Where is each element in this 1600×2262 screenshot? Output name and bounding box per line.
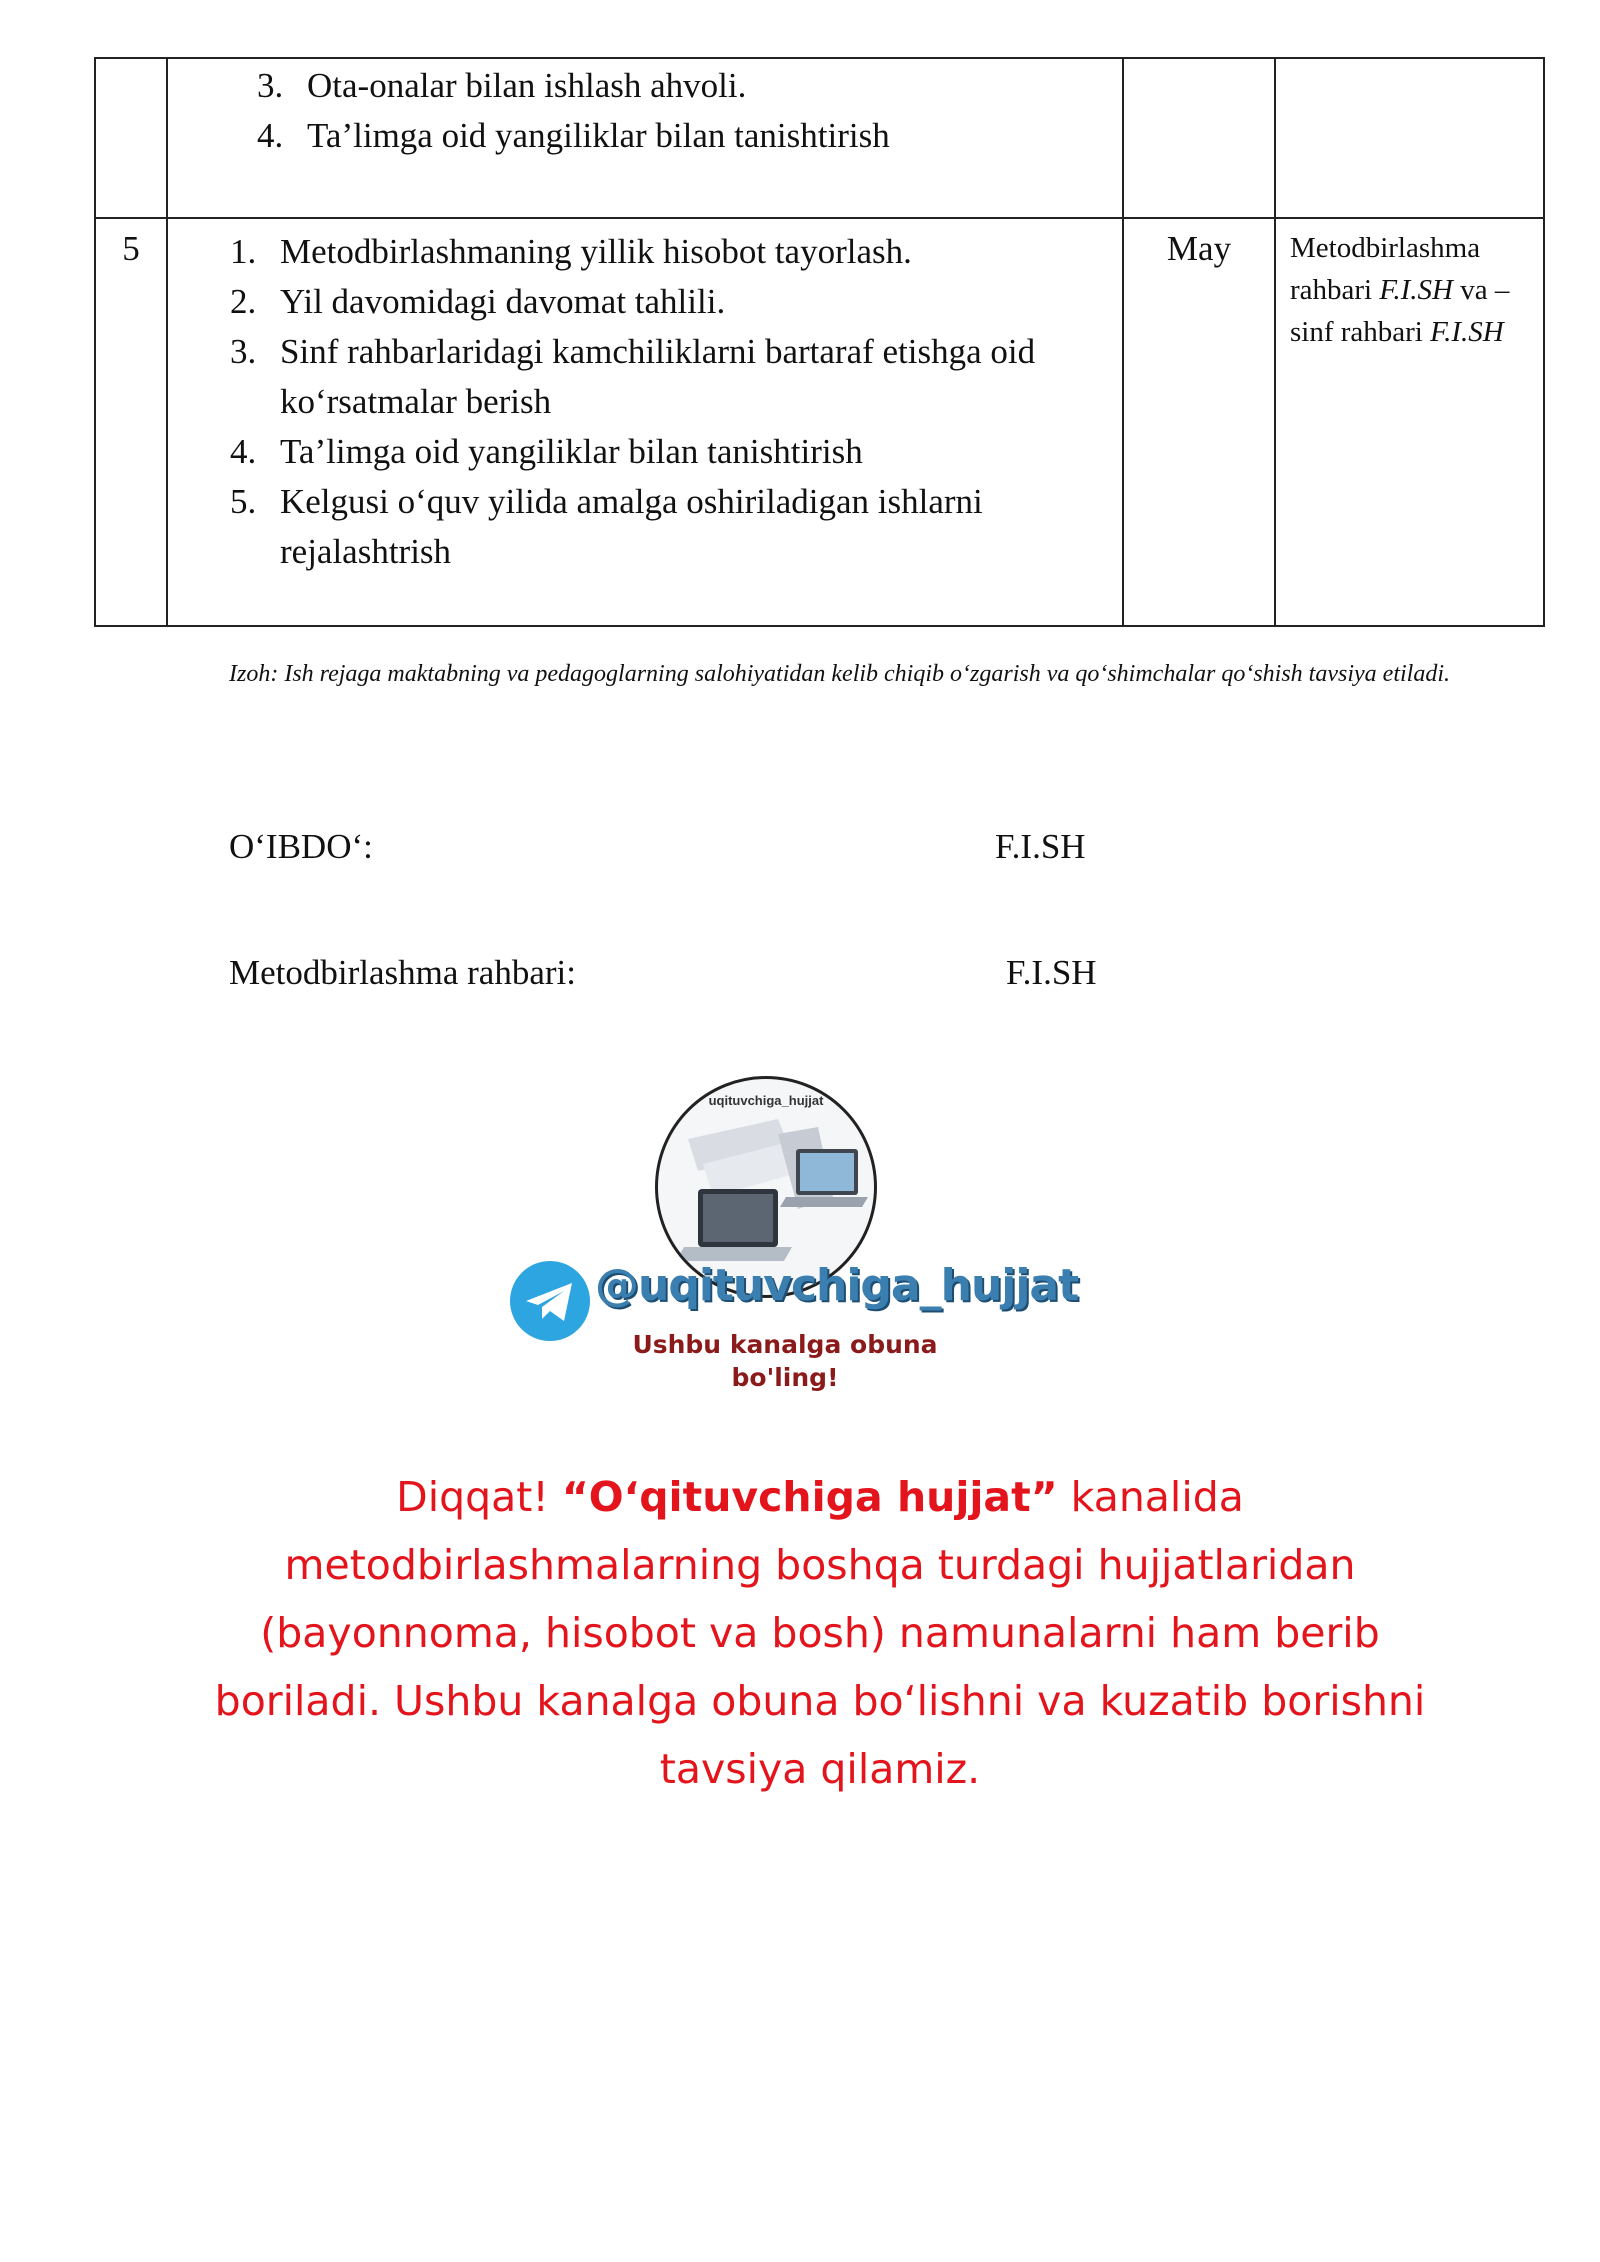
list-item bbox=[230, 227, 1092, 277]
item-number: 1. bbox=[230, 232, 257, 271]
tasks-cell bbox=[167, 58, 1123, 218]
row-number-cell: 5 bbox=[95, 218, 167, 626]
responsible-name: F.I.SH bbox=[1430, 316, 1504, 348]
notice-text bbox=[200, 1463, 1440, 1803]
plan-table bbox=[94, 57, 1545, 627]
month-cell: May bbox=[1123, 218, 1275, 626]
list-item bbox=[257, 111, 1122, 161]
table-row bbox=[95, 58, 1544, 218]
logo-subtitle-line: Ushbu kanalga obuna bbox=[632, 1330, 938, 1359]
item-text: Ta’limga oid yangiliklar bilan tanishtirish bbox=[307, 116, 890, 155]
item-number: 4. bbox=[230, 432, 257, 471]
channel-logo[interactable] bbox=[500, 1076, 1079, 1396]
logo-circle-text: uqituvchiga_hujjat bbox=[708, 1093, 824, 1108]
responsible-cell bbox=[1275, 58, 1544, 218]
notice-body: kanalida metodbirlashmalarning boshqa turdagi hujjatlaridan (bayonnoma, hisobot va bosh) namunalarni ham berib boriladi. Ushbu kanalga obuna bo‘lishni va kuzatib borishni tavsiya qilamiz. bbox=[214, 1473, 1426, 1793]
channel-name: “O‘qituvchiga hujjat” bbox=[561, 1473, 1058, 1521]
item-text: Metodbirlashmaning yillik hisobot tayorlash. bbox=[280, 232, 912, 271]
logo-subtitle bbox=[500, 1328, 1070, 1394]
row-number-cell bbox=[95, 58, 167, 218]
list-item bbox=[257, 61, 1122, 111]
item-number: 2. bbox=[230, 282, 257, 321]
list-item bbox=[230, 477, 1092, 577]
item-number: 3. bbox=[230, 332, 257, 371]
logo-subtitle-line: bo'ling! bbox=[731, 1363, 839, 1392]
notice-lead: Diqqat! bbox=[396, 1473, 562, 1521]
task-list bbox=[168, 59, 1122, 161]
item-text: Yil davomidagi davomat tahlili. bbox=[280, 282, 726, 321]
item-text: Ta’limga oid yangiliklar bilan tanishtirish bbox=[280, 432, 863, 471]
item-number: 5. bbox=[230, 482, 257, 521]
note-text: Izoh: Ish rejaga maktabning va pedagoglarning salohiyatidan kelib chiqib o‘zgarish va qo‘shimchalar qo‘shish tavsiya etiladi. bbox=[229, 661, 1450, 687]
responsible-text: va –sinf rahbari bbox=[1290, 274, 1510, 348]
task-list bbox=[168, 219, 1122, 577]
item-text: Kelgusi o‘quv yilida amalga oshiriladigan ishlarni rejalashtrish bbox=[280, 482, 983, 571]
item-text: Ota-onalar bilan ishlash ahvoli. bbox=[307, 66, 747, 105]
channel-handle: @uqituvchiga_hujjat bbox=[595, 1260, 1079, 1311]
item-number: 3. bbox=[257, 66, 284, 105]
month-cell bbox=[1123, 58, 1275, 218]
table-row bbox=[95, 218, 1544, 626]
list-item bbox=[230, 427, 1092, 477]
responsible-name: F.I.SH bbox=[1379, 274, 1453, 306]
signature-role: Metodbirlashma rahbari: bbox=[229, 953, 576, 992]
signature-name: F.I.SH bbox=[995, 827, 1086, 866]
tasks-cell bbox=[167, 218, 1123, 626]
signature-role: O‘IBDO‘: bbox=[229, 827, 373, 866]
item-number: 4. bbox=[257, 116, 284, 155]
responsible-cell bbox=[1275, 218, 1544, 626]
item-text: Sinf rahbarlaridagi kamchiliklarni bartaraf etishga oid ko‘rsatmalar berish bbox=[280, 332, 1036, 421]
signature-name: F.I.SH bbox=[1006, 953, 1097, 992]
list-item bbox=[230, 277, 1092, 327]
responsible-text: Metodbirlashma rahbari bbox=[1290, 232, 1481, 306]
list-item bbox=[230, 327, 1092, 427]
